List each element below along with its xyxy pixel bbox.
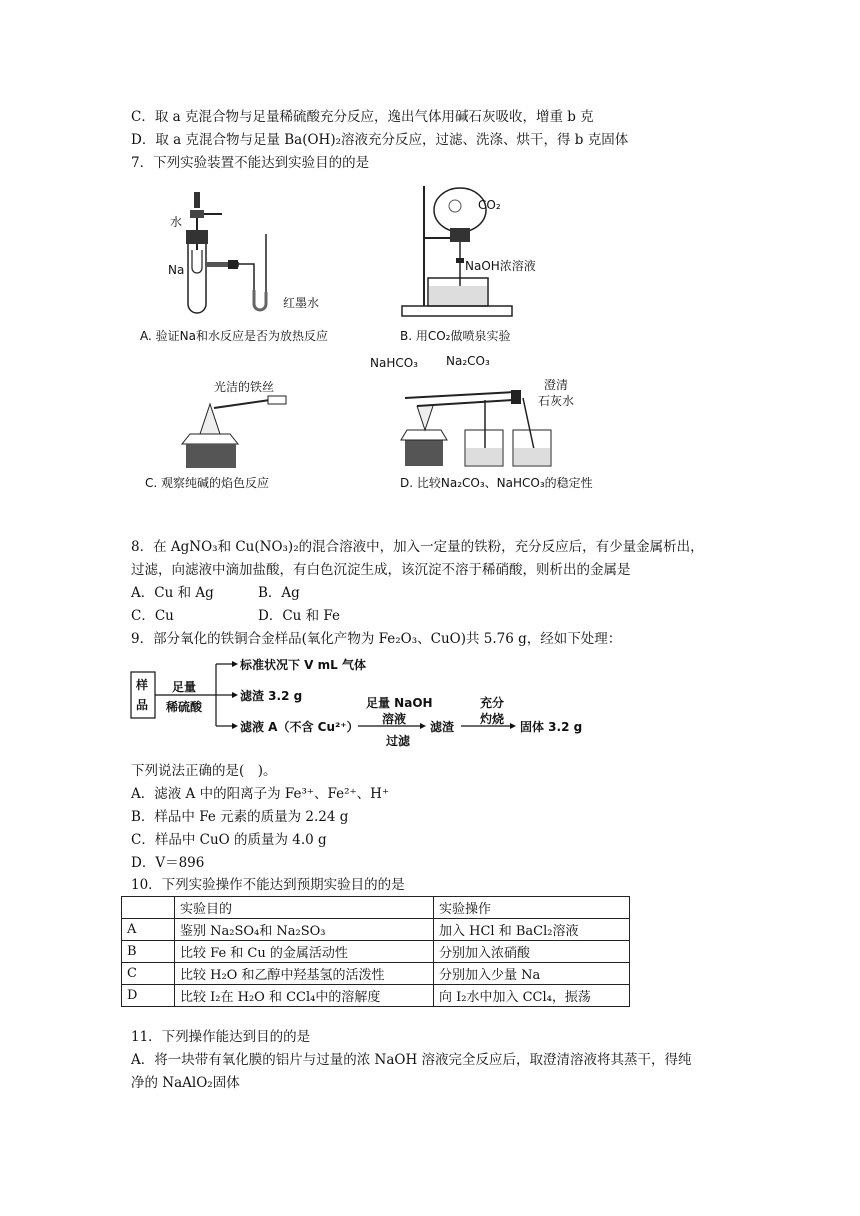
table-header-cell: 实验操作: [434, 897, 630, 919]
table-cell: 加入 HCl 和 BaCl₂溶液: [434, 919, 630, 941]
table-row: [122, 941, 630, 963]
table-header-cell: 实验目的: [175, 897, 434, 919]
table-cell: A: [122, 919, 175, 941]
flow-naoh-2: 溶液: [382, 712, 407, 726]
q6-option-d: D．取 a 克混合物与足量 Ba(OH)₂溶液充分反应，过滤、洗涤、烘干，得 b 克固体: [131, 132, 629, 148]
table-row: [122, 963, 630, 985]
flow-filtrate-a: 滤液 A（不含 Cu²⁺）: [240, 720, 359, 734]
caption-c: C. 观察纯碱的焰色反应: [145, 476, 270, 490]
flow-reagent-2: 稀硫酸: [166, 700, 203, 714]
table-cell: 分别加入少量 Na: [434, 963, 630, 985]
table-cell: 比较 I₂在 H₂O 和 CCl₄中的溶解度: [175, 985, 434, 1007]
flow-residue: 滤渣 3.2 g: [240, 689, 303, 703]
table-cell: 比较 Fe 和 Cu 的金属活动性: [175, 941, 434, 963]
table-cell: 鉴别 Na₂SO₄和 Na₂SO₃: [175, 919, 434, 941]
q9-option-d: D．V＝896: [131, 855, 205, 871]
q9-prompt: 下列说法正确的是( )。: [131, 763, 277, 779]
flow-burn-2: 灼烧: [480, 712, 505, 726]
q11-option-a-line-2: 净的 NaAlO₂固体: [131, 1075, 240, 1091]
label-red-ink: 红墨水: [283, 296, 320, 310]
q11-stem: 11．下列操作能达到目的的是: [131, 1029, 311, 1045]
q10-table: [121, 896, 630, 1007]
caption-b: B. 用CO₂做喷泉实验: [400, 329, 511, 343]
q6-option-c: C．取 a 克混合物与足量稀硫酸充分反应，逸出气体用碱石灰吸收，增重 b 克: [131, 109, 594, 125]
label-limewater-2: 石灰水: [538, 394, 575, 408]
q9-option-c: C．样品中 CuO 的质量为 4.0 g: [131, 832, 327, 848]
flow-gas: 标准状况下 V mL 气体: [240, 658, 366, 672]
q8-line-2: 过滤，向滤液中滴加盐酸，有白色沉淀生成，该沉淀不溶于稀硝酸，则析出的金属是: [131, 562, 631, 578]
q8-option-b: B．Ag: [258, 585, 300, 601]
label-limewater-1: 澄清: [544, 378, 569, 392]
label-iron-wire: 光洁的铁丝: [214, 380, 275, 394]
label-water: 水: [170, 215, 183, 229]
q8-option-a: A．Cu 和 Ag: [131, 585, 214, 601]
flow-burn-1: 充分: [480, 696, 505, 710]
label-nahco3: NaHCO₃: [370, 356, 418, 370]
table-cell: 向 I₂水中加入 CCl₄，振荡: [434, 985, 630, 1007]
label-co2: CO₂: [478, 198, 501, 212]
table-cell: B: [122, 941, 175, 963]
q11-option-a-line-1: A．将一块带有氧化膜的铝片与过量的浓 NaOH 溶液完全反应后，取澄清溶液将其蒸干，得纯: [131, 1052, 692, 1068]
caption-a: A. 验证Na和水反应是否为放热反应: [140, 329, 328, 343]
q9-stem: 9．部分氧化的铁铜合金样品(氧化产物为 Fe₂O₃、CuO)共 5.76 g，经如下处理：: [131, 631, 622, 647]
flow-sample-1: 样: [136, 678, 149, 692]
table-header-row: [122, 897, 630, 919]
table-cell: 分别加入浓硝酸: [434, 941, 630, 963]
label-na: Na: [168, 263, 185, 277]
q9-flowchart: [130, 654, 600, 754]
q10-stem: 10．下列实验操作不能达到预期实验目的的是: [131, 877, 405, 893]
caption-d: D. 比较Na₂CO₃、NaHCO₃的稳定性: [400, 476, 593, 490]
q8-option-d: D．Cu 和 Fe: [258, 608, 341, 624]
flow-sample-2: 品: [136, 698, 149, 712]
flow-naoh-1: 足量 NaOH: [366, 696, 433, 710]
table-row: [122, 985, 630, 1007]
q9-option-a: A．滤液 A 中的阳离子为 Fe³⁺、Fe²⁺、H⁺: [131, 786, 390, 802]
flow-mid-residue: 滤渣: [430, 720, 455, 734]
q9-option-b: B．样品中 Fe 元素的质量为 2.24 g: [131, 809, 349, 825]
label-naoh: NaOH浓溶液: [465, 259, 536, 273]
flow-final-solid: 固体 3.2 g: [520, 720, 583, 734]
figure-a-apparatus: [150, 190, 390, 320]
table-cell: D: [122, 985, 175, 1007]
q8-line-1: 8．在 AgNO₃和 Cu(NO₃)₂的混合溶液中，加入一定量的铁粉，充分反应后，有少量金属析出，: [131, 539, 704, 555]
flow-reagent-1: 足量: [172, 680, 197, 694]
q8-option-c: C．Cu: [131, 608, 174, 624]
label-na2co3: Na₂CO₃: [446, 354, 490, 368]
table-cell: C: [122, 963, 175, 985]
q7-stem: 7．下列实验装置不能达到实验目的的是: [131, 155, 370, 171]
table-header-cell: [122, 897, 175, 919]
figure-b-apparatus: [400, 182, 550, 322]
table-row: [122, 919, 630, 941]
flow-filter: 过滤: [386, 734, 411, 748]
figure-c-apparatus: [180, 390, 290, 470]
table-cell: 比较 H₂O 和乙醇中羟基氢的活泼性: [175, 963, 434, 985]
